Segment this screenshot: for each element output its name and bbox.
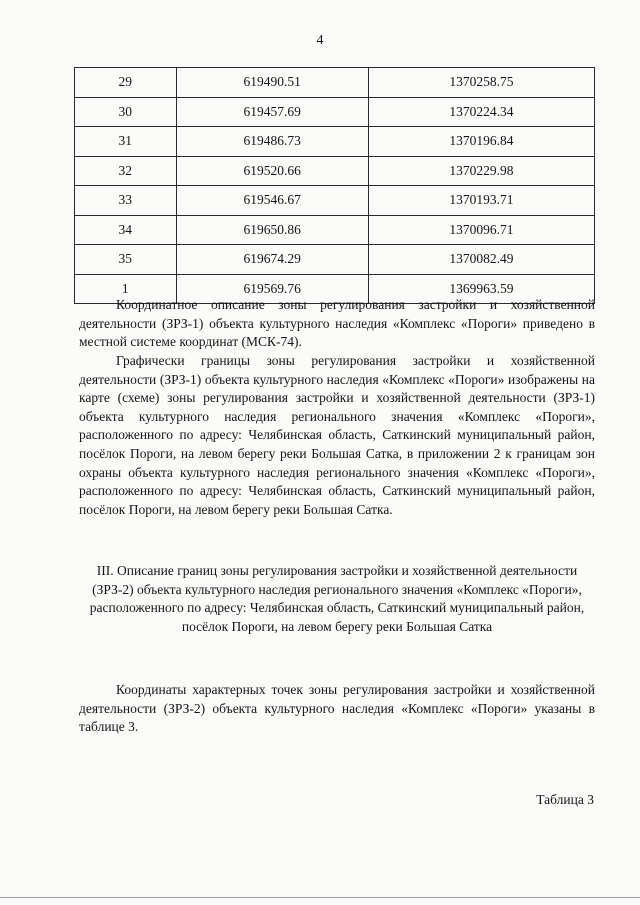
- bottom-rule: [0, 897, 640, 898]
- x-coordinate-cell: 619457.69: [176, 97, 368, 127]
- y-coordinate-cell: 1370258.75: [368, 68, 594, 98]
- paragraph-coordinate-description: Координатное описание зоны регулирования застройки и хозяйственной деятельности (ЗРЗ-1) объекта культурного наследия «Комплекс «Пороги» приведено в местной системе координат (МСК-74).: [79, 297, 595, 350]
- x-coordinate-cell: 619546.67: [176, 186, 368, 216]
- y-coordinate-cell: 1370082.49: [368, 245, 594, 275]
- x-coordinate-cell: 619569.76: [176, 274, 368, 304]
- point-number-cell: 31: [75, 127, 177, 157]
- y-coordinate-cell: 1370193.71: [368, 186, 594, 216]
- table-row: [75, 127, 595, 157]
- table-row: [75, 245, 595, 275]
- page-number: 4: [316, 33, 324, 48]
- x-coordinate-cell: 619490.51: [176, 68, 368, 98]
- x-coordinate-cell: 619520.66: [176, 156, 368, 186]
- table-row: [75, 156, 595, 186]
- point-number-cell: 33: [75, 186, 177, 216]
- point-number-cell: 35: [75, 245, 177, 275]
- point-number-cell: 30: [75, 97, 177, 127]
- y-coordinate-cell: 1370224.34: [368, 97, 594, 127]
- paragraph-coordinates-reference: Координаты характерных точек зоны регулирования застройки и хозяйственной деятельности (ЗРЗ-2) объекта культурного наследия «Комплекс «Пороги» указаны в таблице 3.: [79, 682, 595, 735]
- x-coordinate-cell: 619486.73: [176, 127, 368, 157]
- y-coordinate-cell: 1370196.84: [368, 127, 594, 157]
- coordinates-table: [74, 67, 595, 304]
- table-row: [75, 68, 595, 98]
- x-coordinate-cell: 619674.29: [176, 245, 368, 275]
- point-number-cell: 29: [75, 68, 177, 98]
- point-number-cell: 34: [75, 215, 177, 245]
- y-coordinate-cell: 1370096.71: [368, 215, 594, 245]
- y-coordinate-cell: 1370229.98: [368, 156, 594, 186]
- point-number-cell: 1: [75, 274, 177, 304]
- section-heading: III. Описание границ зоны регулирования застройки и хозяйственной деятельности (ЗРЗ-2) объекта культурного наследия регионального значения «Комплекс «Пороги», расположенного по адресу: Челябинская область, Саткинский муниципальный район, посёлок Пороги, на левом берегу реки Большая Сатка: [89, 563, 585, 634]
- x-coordinate-cell: 619650.86: [176, 215, 368, 245]
- table-row: [75, 97, 595, 127]
- table-label: Таблица 3: [536, 792, 594, 807]
- paragraph-graphic-boundaries: Графически границы зоны регулирования застройки и хозяйственной деятельности (ЗРЗ-1) объекта культурного наследия «Комплекс «Пороги» изображены на карте (схеме) зоны регулирования застройки и хозяйственной деятельности (ЗРЗ-1) объекта культурного наследия регионального значения «Комплекс «Пороги», расположенного по адресу: Челябинская область, Саткинский муниципальный район, посёлок Пороги, на левом берегу реки Большая Сатка, в приложении 2 к границам зон охраны объекта культурного наследия регионального значения «Комплекс «Пороги», расположенного по адресу: Челябинская область, Саткинский муниципальный район, посёлок Пороги, на левом берегу реки Большая Сатка.: [79, 353, 595, 517]
- table-row: [75, 186, 595, 216]
- table-row: [75, 215, 595, 245]
- y-coordinate-cell: 1369963.59: [368, 274, 594, 304]
- point-number-cell: 32: [75, 156, 177, 186]
